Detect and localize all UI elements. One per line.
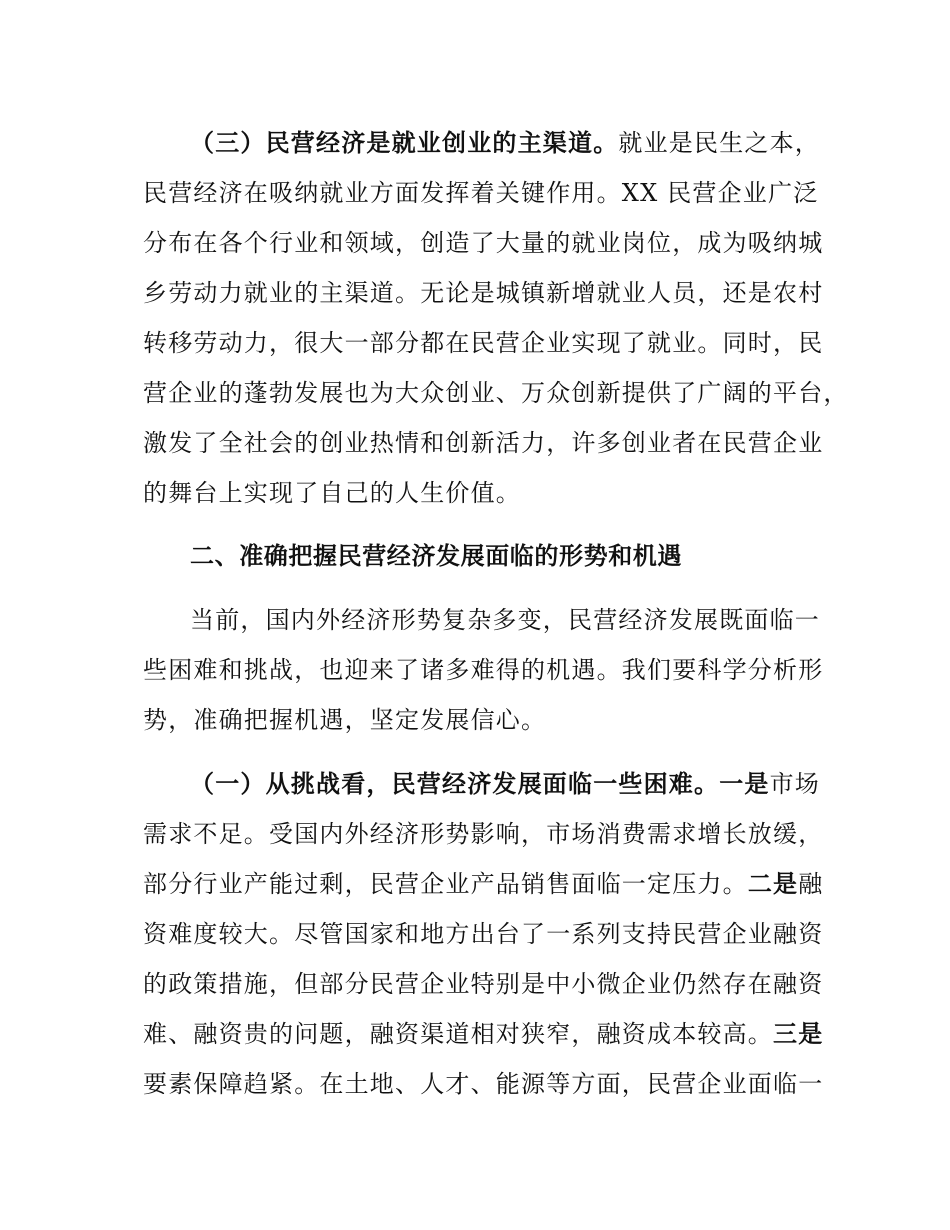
section3-line-5: 转移劳动力，很大一部分都在民营企业实现了就业。同时，民 bbox=[143, 329, 824, 357]
section3-line-4: 乡劳动力就业的主渠道。无论是城镇新增就业人员，还是农村 bbox=[143, 279, 824, 307]
section-one-first-line-text: 市场 bbox=[769, 770, 821, 798]
section3-line-3: 分布在各个行业和领域，创造了大量的就业岗位，成为吸纳城 bbox=[143, 229, 824, 257]
section3-first-line-text: 就业是民生之本， bbox=[618, 129, 821, 157]
section-one-line-5: 的政策措施，但部分民营企业特别是中小微企业仍然存在融资 bbox=[143, 970, 824, 998]
section-one-line-3-text: 部分行业产能过剩，民营企业产品销售面临一定压力。 bbox=[143, 870, 748, 898]
intro-line-2: 些困难和挑战，也迎来了诸多难得的机遇。我们要科学分析形 bbox=[143, 656, 824, 684]
section-one-marker-2: 二是 bbox=[747, 870, 799, 898]
section-one-line-3-rest: 融 bbox=[798, 870, 824, 898]
section-one-line-4: 资难度较大。尽管国家和地方出台了一系列支持民营企业融资 bbox=[143, 920, 824, 948]
section3-line-7: 激发了全社会的创业热情和创新活力，许多创业者在民营企业 bbox=[143, 429, 824, 457]
section-one-first-line bbox=[190, 769, 870, 799]
section-one-line-6 bbox=[143, 1019, 823, 1049]
intro-line-1: 当前，国内外经济形势复杂多变，民营经济发展既面临一 bbox=[190, 606, 820, 634]
section3-first-line bbox=[190, 128, 870, 158]
section-one-line-6-text: 难、融资贵的问题，融资渠道相对狭窄，融资成本较高。 bbox=[143, 1020, 773, 1048]
intro-line-3: 势，准确把握机遇，坚定发展信心。 bbox=[143, 706, 547, 734]
section-one-heading: （一）从挑战看，民营经济发展面临一些困难。 bbox=[190, 770, 720, 798]
section-one-line-2: 需求不足。受国内外经济形势影响，市场消费需求增长放缓， bbox=[143, 820, 824, 848]
section3-line-6: 营企业的蓬勃发展也为大众创业、万众创新提供了广阔的平台， bbox=[143, 379, 849, 407]
section-two-title: 二、准确把握民营经济发展面临的形势和机遇 bbox=[190, 542, 682, 570]
section3-line-2: 民营经济在吸纳就业方面发挥着关键作用。XX 民营企业广泛 bbox=[143, 179, 819, 207]
section3-heading: （三）民营经济是就业创业的主渠道。 bbox=[190, 129, 619, 157]
section-one-line-7: 要素保障趋紧。在土地、人才、能源等方面，民营企业面临一 bbox=[143, 1070, 824, 1098]
section-one-marker-3: 三是 bbox=[773, 1020, 824, 1048]
section-one-line-3 bbox=[143, 869, 823, 899]
section3-line-8: 的舞台上实现了自己的人生价值。 bbox=[143, 479, 521, 507]
section-one-marker-1: 一是 bbox=[719, 770, 770, 798]
